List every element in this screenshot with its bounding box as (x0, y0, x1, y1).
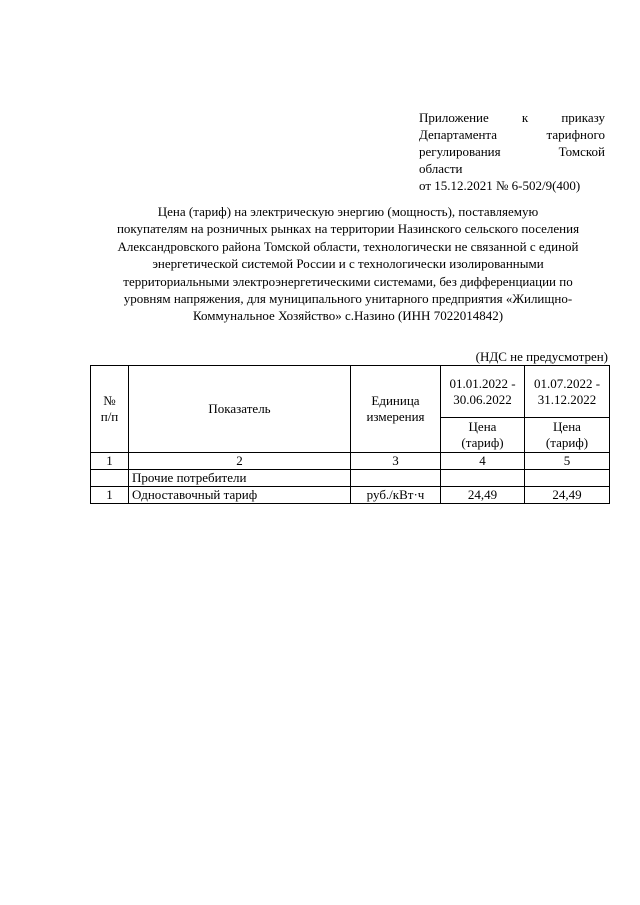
header-num-text: № п/п (100, 393, 119, 424)
appendix-word: регулирования (419, 144, 501, 159)
document-title (88, 203, 608, 325)
row-value-2: 24,49 (525, 487, 610, 504)
group-unit-cell (351, 470, 441, 487)
column-number: 3 (351, 453, 441, 470)
appendix-word: приказу (561, 110, 605, 125)
title-line: Коммунальное Хозяйство» с.Назино (ИНН 7022014842) (192, 308, 504, 324)
row-value-1: 24,49 (441, 487, 525, 504)
appendix-line-4: области (419, 161, 463, 176)
column-number-row (91, 453, 610, 470)
table-header-row (91, 366, 610, 418)
column-number: 2 (129, 453, 351, 470)
row-num: 1 (91, 487, 129, 504)
column-number: 5 (525, 453, 610, 470)
appendix-block (419, 109, 605, 194)
appendix-line-2 (419, 126, 605, 143)
header-price-1 (441, 418, 525, 453)
column-number: 4 (441, 453, 525, 470)
title-line: Александровского района Томской области, технологически не связанной с единой (117, 238, 579, 254)
header-price-2-text: Цена (тариф) (545, 419, 589, 450)
appendix-order-date: от 15.12.2021 № 6-502/9(400) (419, 178, 581, 193)
appendix-line-3 (419, 143, 605, 160)
title-line: уровням напряжения, для муниципального унитарного предприятия «Жилищно- (123, 291, 573, 307)
group-num-cell (91, 470, 129, 487)
header-period-2 (525, 366, 610, 418)
appendix-word: Департамента (419, 127, 498, 142)
group-label: Прочие потребители (129, 470, 351, 487)
appendix-word: Приложение (419, 110, 489, 125)
vat-note: (НДС не предусмотрен) (475, 349, 608, 364)
group-row (91, 470, 610, 487)
column-number: 1 (91, 453, 129, 470)
header-price-1-text: Цена (тариф) (461, 419, 504, 450)
header-period-2-text: 01.07.2022 - 31.12.2022 (533, 375, 601, 407)
title-line: территориальными электроэнергетическими системами, без дифференциации по (123, 273, 573, 289)
tariff-table (90, 365, 610, 504)
group-value-cell (525, 470, 610, 487)
title-line: покупателям на розничных рынках на территории Назинского сельского поселения (116, 221, 580, 237)
header-num (91, 366, 129, 453)
row-indicator: Одноставочный тариф (129, 487, 351, 504)
header-unit-text: Единица измерения (366, 393, 425, 424)
row-unit: руб./кВт·ч (351, 487, 441, 504)
appendix-word: тарифного (546, 127, 605, 142)
appendix-line-1 (419, 109, 605, 126)
header-indicator-text: Показатель (208, 401, 271, 416)
header-period-1-text: 01.01.2022 - 30.06.2022 (449, 375, 516, 407)
header-period-1 (441, 366, 525, 418)
group-value-cell (441, 470, 525, 487)
header-price-2 (525, 418, 610, 453)
header-indicator (129, 366, 351, 453)
title-line: Цена (тариф) на электрическую энергию (мощность), поставляемую (157, 204, 539, 219)
header-unit (351, 366, 441, 453)
appendix-word: Томской (558, 144, 605, 159)
appendix-word: к (521, 110, 529, 125)
title-line: энергетической системой России и с технологически изолированными (152, 256, 544, 272)
table-row (91, 487, 610, 504)
